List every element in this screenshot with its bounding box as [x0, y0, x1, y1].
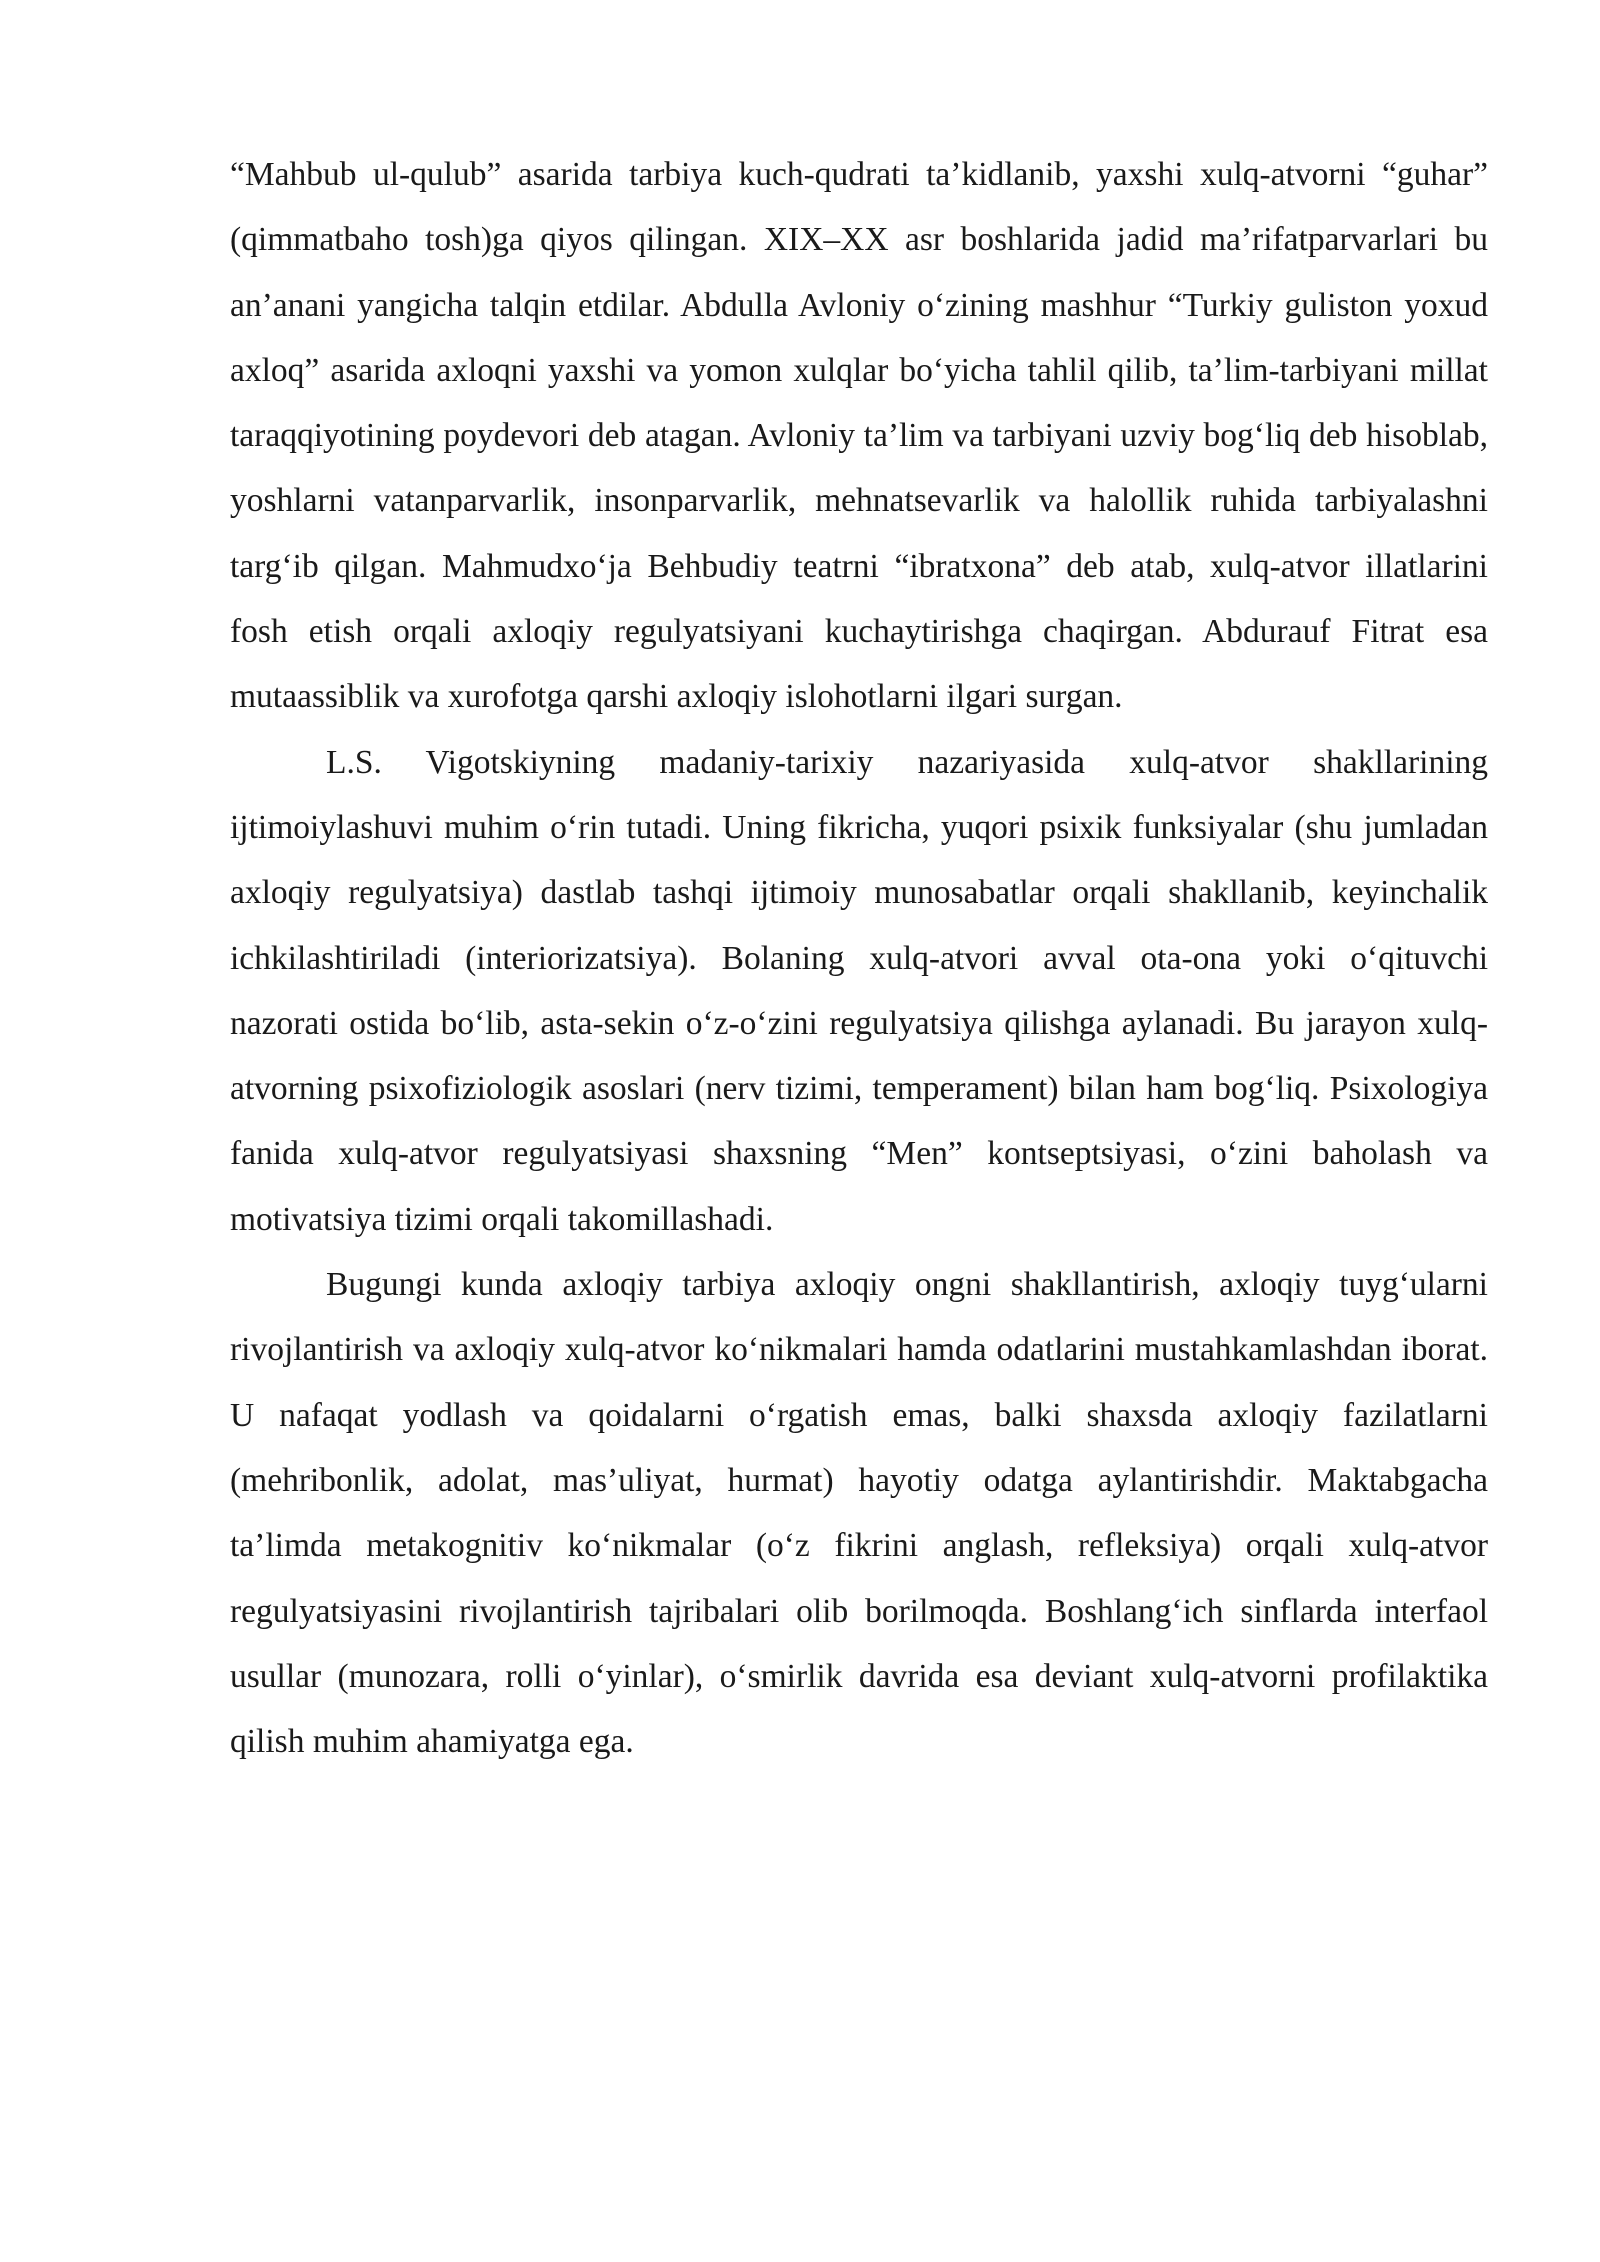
- paragraph-jadid-enlighteners: “Mahbub ul-qulub” asarida tarbiya kuch-qudrati ta’kidlanib, yaxshi xulq-atvorni “guhar” (qimmatbaho tosh)ga qiyos qilingan. XIX–XX asr boshlarida jadid ma’rifatparvarlari bu an’anani yangicha talqin etdilar. Abdulla Avloniy o‘zining mashhur “Turkiy guliston yoxud axloq” asarida axloqni yaxshi va yomon xulqlar bo‘yicha tahlil qilib, ta’lim-tarbiyani millat taraqqiyotining poydevori deb atagan. Avloniy ta’lim va tarbiyani uzviy bog‘liq deb hisoblab, yoshlarni vatanparvarlik, insonparvarlik, mehnatsevarlik va halollik ruhida tarbiyalashni targ‘ib qilgan. Mahmudxo‘ja Behbudiy teatrni “ibratxona” deb atab, xulq-atvor illatlarini fosh etish orqali axloqiy regulyatsiyani kuchaytirishga chaqirgan. Abdurauf Fitrat esa mutaassiblik va xurofotga qarshi axloqiy islohotlarni ilgari surgan.: [230, 156, 1488, 716]
- paragraph-vygotsky-theory: L.S. Vigotskiyning madaniy-tarixiy nazariyasida xulq-atvor shakllarining ijtimoiylashuvi muhim o‘rin tutadi. Uning fikricha, yuqori psixik funksiyalar (shu jumladan axloqiy regulyatsiya) dastlab tashqi ijtimoiy munosabatlar orqali shakllanib, keyinchalik ichkilashtiriladi (interiorizatsiya). Bolaning xulq-atvori avval ota-ona yoki o‘qituvchi nazorati ostida bo‘lib, asta-sekin o‘z-o‘zini regulyatsiya qilishga aylanadi. Bu jarayon xulq-atvorning psixofiziologik asoslari (nerv tizimi, temperament) bilan ham bog‘liq. Psixologiya fanida xulq-atvor regulyatsiyasi shaxsning “Men” kontseptsiyasi, o‘zini baholash va motivatsiya tizimi orqali takomillashadi.: [230, 743, 1488, 1238]
- document-body: [230, 142, 1488, 1774]
- paragraph-moral-education-today: Bugungi kunda axloqiy tarbiya axloqiy ongni shakllantirish, axloqiy tuyg‘ularni rivojlantirish va axloqiy xulq-atvor ko‘nikmalari hamda odatlarini mustahkamlashdan iborat. U nafaqat yodlash va qoidalarni o‘rgatish emas, balki shaxsda axloqiy fazilatlarni (mehribonlik, adolat, mas’uliyat, hurmat) hayotiy odatga aylantirishdir. Maktabgacha ta’limda metakognitiv ko‘nikmalar (o‘z fikrini anglash, refleksiya) orqali xulq-atvor regulyatsiyasini rivojlantirish tajribalari olib borilmoqda. Boshlang‘ich sinflarda interfaol usullar (munozara, rolli o‘yinlar), o‘smirlik davrida esa deviant xulq-atvorni profilaktika qilish muhim ahamiyatga ega.: [230, 1266, 1488, 1761]
